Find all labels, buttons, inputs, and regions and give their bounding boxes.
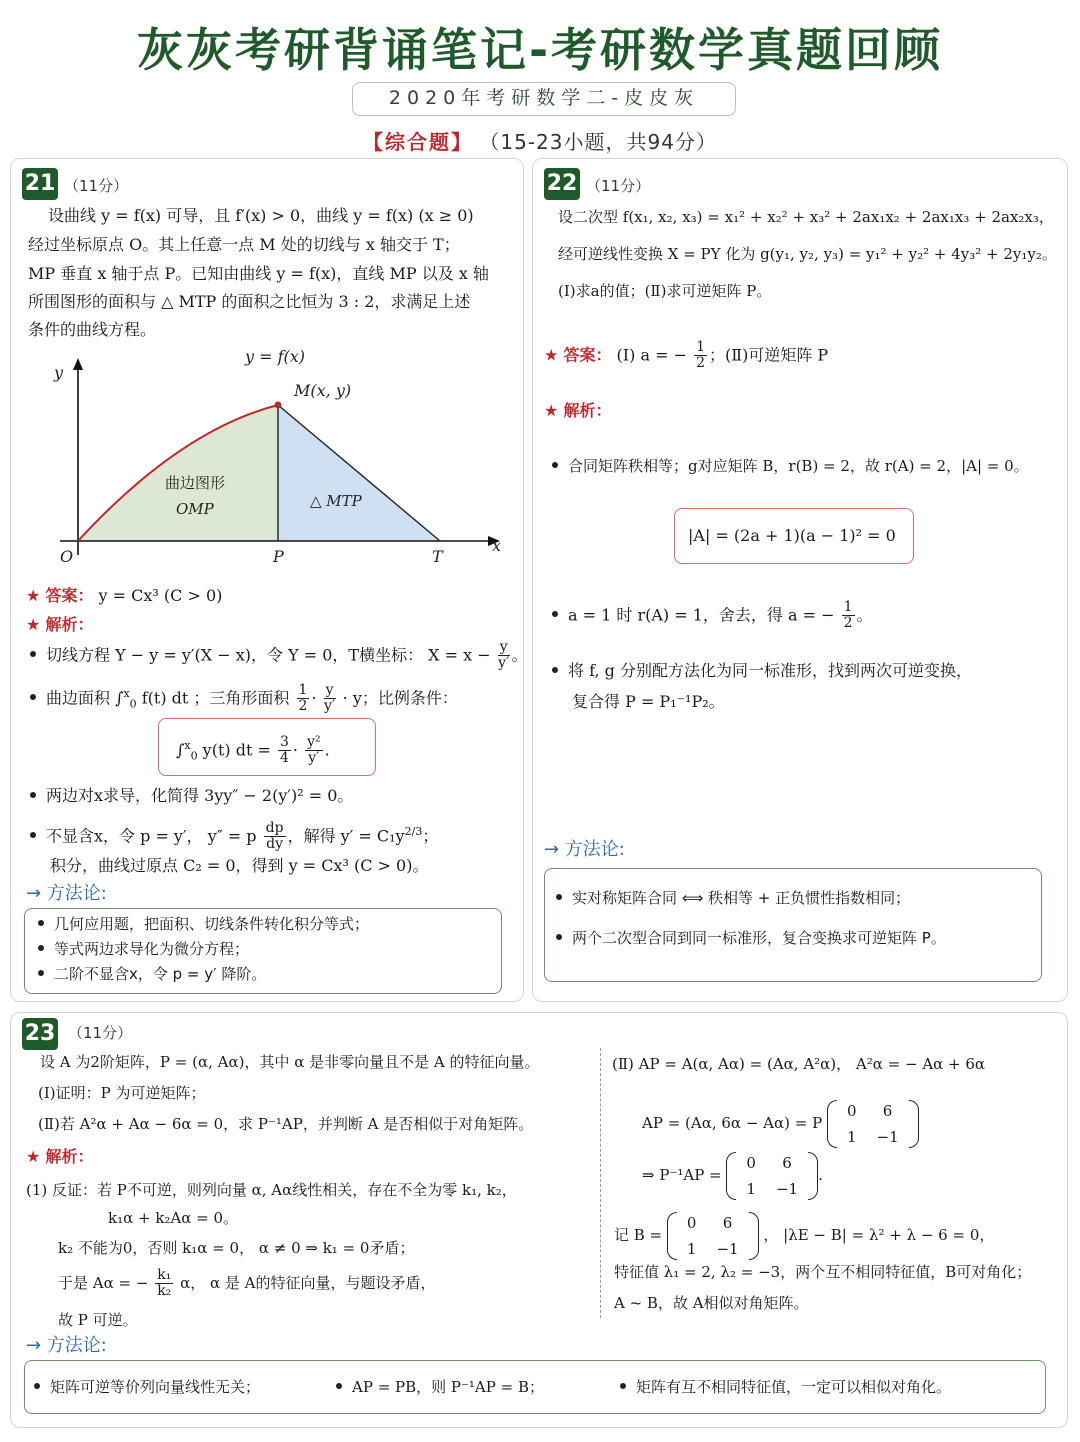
question-21-number: 21 [22, 168, 58, 200]
bullet-icon [552, 611, 558, 617]
q23-right-line-1: (Ⅱ) AP = A(α, Aα) = (Aα, A²α)， A²α = − Aα + 6α [612, 1055, 986, 1073]
bullet-icon [30, 832, 36, 838]
bullet-icon [552, 667, 558, 673]
q23-left-line-5: 故 P 可逆。 [58, 1311, 138, 1329]
star-icon: ★ [26, 586, 41, 605]
q21-answer [26, 582, 222, 610]
bullet-icon [552, 462, 558, 468]
column-divider [600, 1048, 601, 1318]
matrix-0-6-1-neg1: 0 6 1 −1 [726, 1150, 818, 1202]
q22-analysis-heading [544, 397, 611, 425]
y-axis-arrow [73, 358, 83, 370]
bullet-icon [30, 792, 36, 798]
q23-stem-line-3: (Ⅱ)若 A²α + Aα − 6α = 0，求 P⁻¹AP，并判断 A 是否相似于对角矩阵。 [38, 1115, 534, 1133]
q23-right-line-5: 特征值 λ₁ = 2, λ₂ = −3，两个互不相同特征值，B可对角化； [614, 1263, 1032, 1281]
q22-stem-line-1: 设二次型 f(x₁, x₂, x₃) = x₁² + x₂² + x₃² + 2ax₁x₂ + 2ax₁x₃ + 2ax₂x₃， [558, 208, 1054, 226]
bullet-icon [34, 1383, 40, 1389]
bullet-icon [30, 694, 36, 700]
q23-left-line-4: 于是 Aα = − $\frac{\text{k₁}}{\text{k₂}}$ α， α 是 A的特征向量，与题设矛盾， [58, 1267, 436, 1300]
q21-stem-line-4: 所围图形的面积与 △ MTP 的面积之比恒为 3 : 2，求满足上述 [28, 292, 471, 311]
point-m [275, 402, 282, 409]
bullet-icon [38, 920, 44, 926]
q23-right-line-4: 记 B = 0 6 1 −1 ， |λE − B| = λ² + λ − 6 = 0， [614, 1210, 994, 1262]
bullet-icon [556, 934, 562, 940]
q21-stem-line-3: MP 垂直 x 轴于点 P。已知由曲线 y = f(x)，直线 MP 以及 x 轴 [28, 264, 489, 283]
bullet-icon [30, 651, 36, 657]
section-range: （15-23小题，共94分） [479, 130, 717, 154]
analysis-label: 解析： [45, 615, 94, 634]
q23-stem-line-1: 设 A 为2阶矩阵，P = (α, Aα)，其中 α 是非零向量且不是 A 的特征向量。 [40, 1053, 540, 1071]
q23-right-line-6: A ~ B，故 A相似对角矩阵。 [614, 1294, 809, 1312]
q22-method-1: 实对称矩阵合同 ⟺ 秩相等 + 正负惯性指数相同； [556, 884, 910, 912]
q22-method-2: 两个二次型合同到同一标准形，复合变换求可逆矩阵 P。 [556, 924, 946, 952]
t-label: T [432, 547, 443, 566]
question-21-points: （11分） [64, 177, 129, 195]
q21-method-3: 二阶不显含x，令 p = y′ 降阶。 [38, 962, 266, 987]
q21-stem-line-5: 条件的曲线方程。 [28, 320, 157, 339]
question-23-points: （11分） [68, 1024, 133, 1042]
q21-method-1: 几何应用题，把面积、切线条件转化积分等式； [38, 912, 369, 937]
analysis-label: 解析： [563, 401, 612, 420]
region1-label-line1: 曲边图形 [165, 474, 226, 492]
region2-label: △ MTP [310, 492, 362, 510]
matrix-0-6-1-neg1: 0 6 1 −1 [827, 1098, 919, 1150]
q21-method-label: → 方法论: [26, 883, 107, 904]
q22-stem-line-2: 经可逆线性变换 X = PY 化为 g(y₁, y₂, y₃) = y₁² + y₂² + 4y₃² + 2y₁y₂。 [558, 245, 1057, 263]
q21-bullet-2: 曲边面积 ∫$^x_0$ f(t) dt ；三角形面积 $\frac{1}{2}$ · $\frac{y}{y'}$ · y；比例条件： [30, 680, 458, 719]
question-22-number: 22 [544, 168, 580, 200]
q22-bullet-3-cont: 复合得 P = P₁⁻¹P₂。 [572, 692, 725, 711]
p-label: P [273, 547, 284, 566]
matrix-b: 0 6 1 −1 [667, 1210, 759, 1262]
answer-label: 答案： [45, 586, 94, 605]
curve-label: y = f(x) [245, 347, 306, 366]
q23-analysis-heading [26, 1143, 93, 1171]
q23-stem-line-2: (Ⅰ)证明：P 为可逆矩阵； [38, 1084, 206, 1102]
question-23-number: 23 [22, 1018, 58, 1050]
q23-method-2: AP = PB，则 P⁻¹AP = B； [336, 1373, 544, 1401]
answer-text: y = Cx³ (C > 0) [98, 586, 223, 605]
q23-right-line-3: ⇒ P⁻¹AP = 0 6 1 −1 . [642, 1150, 823, 1202]
q21-bullet-1: 切线方程 Y − y = y′(X − x)，令 Y = 0，T横坐标： X = x − $\frac{y}{y'}$ 。 [30, 640, 528, 672]
q21-method-2: 等式两边求导化为微分方程； [38, 937, 249, 962]
q21-bullet-4: 不显含x，令 p = y′， y″ = p $\frac{dp}{dy}$ ，解得 $y' = C_1y^{2/3}$； [30, 818, 438, 853]
q23-left-line-3: k₂ 不能为0，否则 k₁α = 0， α ≠ 0 ⇒ k₁ = 0矛盾； [58, 1239, 415, 1257]
q22-method-label: → 方法论: [544, 839, 625, 860]
bullet-icon [38, 970, 44, 976]
point-m-label: M(x, y) [294, 381, 352, 400]
y-axis-label: y [54, 363, 64, 382]
answer-label: 答案： [563, 345, 612, 365]
q22-answer: ★ 答案： (Ⅰ) a = − $\frac{1}{2}$ ；(Ⅱ)可逆矩阵 P [544, 339, 829, 372]
q23-method-label: → 方法论: [26, 1335, 107, 1356]
q21-key-equation: ∫$^x_0$ y(t) dt = $\frac{3}{4}$ · $\frac{\text{y²}}{y'}$ . [176, 733, 330, 767]
q21-bullet-3: 两边对x求导，化简得 3yy″ − 2(y′)² = 0。 [30, 782, 353, 810]
section-heading [0, 126, 1080, 155]
q22-key-equation: |A| = (2a + 1)(a − 1)² = 0 [688, 526, 896, 545]
region1-label-line2: OMP [176, 500, 214, 518]
q23-method-1: 矩阵可逆等价列向量线性无关； [34, 1373, 260, 1401]
star-icon: ★ [544, 345, 559, 365]
q22-bullet-2: a = 1 时 r(A) = 1，舍去，得 a = − $\frac{1}{2}$ 。 [552, 600, 873, 632]
curved-region-omp [78, 405, 278, 541]
q21-analysis-heading [26, 611, 93, 639]
star-icon: ★ [544, 401, 559, 420]
bullet-icon [556, 894, 562, 900]
origin-label: O [60, 547, 74, 566]
q21-figure [30, 340, 510, 570]
q23-left-line-1: (1) 反证：若 P不可逆，则列向量 α, Aα线性相关，存在不全为零 k₁, k₂， [26, 1181, 517, 1199]
analysis-label: 解析： [45, 1147, 94, 1166]
star-icon: ★ [26, 615, 41, 634]
q22-stem-line-3: (Ⅰ)求a的值；(Ⅱ)求可逆矩阵 P。 [558, 282, 772, 300]
q21-bullet-4-cont: 积分，曲线过原点 C₂ = 0，得到 y = Cx³ (C > 0)。 [50, 856, 429, 875]
q22-bullet-1: 合同矩阵秩相等；g对应矩阵 B，r(B) = 2，故 r(A) = 2，|A| = 0。 [552, 452, 1029, 480]
bullet-icon [620, 1383, 626, 1389]
q23-right-line-2: AP = (Aα, 6α − Aα) = P 0 6 1 −1 [642, 1098, 919, 1150]
bullet-icon [336, 1383, 342, 1389]
q22-bullet-3: 将 f, g 分别配方法化为同一标准形，找到两次可逆变换， [552, 657, 972, 685]
section-label: 【综合题】 [363, 130, 474, 154]
x-axis-label: x [492, 536, 502, 555]
page-subtitle: 2020年考研数学二-皮皮灰 [352, 82, 736, 116]
bullet-icon [38, 945, 44, 951]
question-22-points: （11分） [586, 177, 651, 195]
q21-stem-line-1: 设曲线 y = f(x) 可导，且 f′(x) > 0，曲线 y = f(x) (x ≥ 0) [48, 206, 474, 225]
q23-method-3: 矩阵有互不相同特征值，一定可以相似对角化。 [620, 1373, 951, 1401]
q21-stem-line-2: 经过坐标原点 O。其上任意一点 M 处的切线与 x 轴交于 T； [28, 235, 460, 254]
page-title: 灰灰考研背诵笔记-考研数学真题回顾 [136, 23, 944, 77]
q23-left-line-2: k₁α + k₂Aα = 0。 [108, 1209, 239, 1227]
star-icon: ★ [26, 1147, 41, 1166]
